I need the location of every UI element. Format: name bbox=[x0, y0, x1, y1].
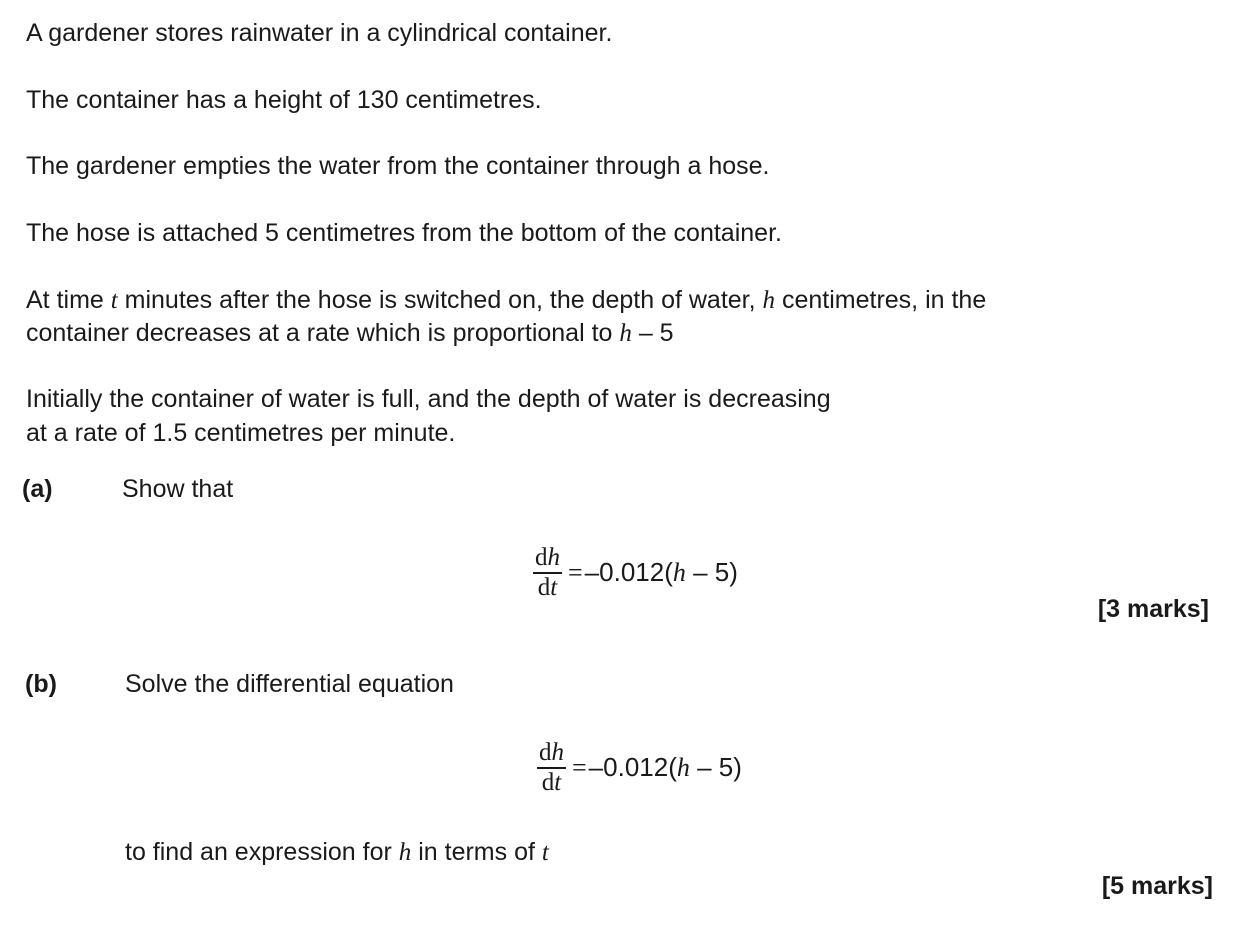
intro-paragraph-3: The gardener empties the water from the container through a hose. bbox=[26, 152, 770, 180]
part-a-label: (a) bbox=[22, 475, 53, 503]
variable-t: t bbox=[541, 839, 549, 866]
variable-t: t bbox=[550, 573, 558, 601]
equals-sign: = bbox=[572, 752, 587, 782]
intro-paragraph-6-line-1: Initially the container of water is full, and the depth of water is decreasing bbox=[26, 385, 831, 413]
derivative-fraction bbox=[537, 739, 566, 797]
differential-d: d bbox=[541, 768, 555, 796]
variable-h: h bbox=[398, 839, 412, 866]
part-b-text: Solve the differential equation bbox=[125, 670, 454, 698]
part-a-marks: [3 marks] bbox=[1097, 595, 1209, 623]
text-fragment: to find an expression for bbox=[125, 838, 399, 866]
equation-rhs bbox=[585, 557, 738, 588]
variable-h: h bbox=[762, 287, 776, 314]
variable-h: h bbox=[551, 739, 564, 766]
text-fragment: – 5) bbox=[685, 557, 738, 588]
text-fragment: At time bbox=[26, 286, 111, 314]
differential-d: d bbox=[539, 739, 552, 766]
fraction-denominator bbox=[540, 769, 563, 797]
intro-paragraph-4: The hose is attached 5 centimetres from the bottom of the container. bbox=[26, 219, 782, 247]
fraction-numerator bbox=[537, 739, 566, 767]
variable-h: h bbox=[676, 753, 690, 783]
variable-t: t bbox=[554, 768, 562, 796]
differential-d: d bbox=[537, 573, 551, 601]
intro-paragraph-2: The container has a height of 130 centimetres. bbox=[26, 86, 542, 114]
text-fragment: centimetres, in the bbox=[775, 286, 987, 314]
differential-d: d bbox=[535, 544, 548, 571]
text-fragment: – 5 bbox=[631, 319, 674, 347]
text-fragment: –0.012( bbox=[584, 557, 673, 588]
variable-t: t bbox=[110, 287, 118, 314]
intro-paragraph-1: A gardener stores rainwater in a cylindrical container. bbox=[26, 19, 613, 47]
equation-rhs bbox=[589, 752, 742, 783]
part-b-marks: [5 marks] bbox=[1101, 872, 1213, 900]
part-b-label: (b) bbox=[25, 670, 57, 698]
equals-sign: = bbox=[568, 557, 583, 587]
intro-paragraph-5-line-2 bbox=[26, 316, 674, 351]
part-a-text: Show that bbox=[122, 475, 234, 503]
variable-h: h bbox=[619, 320, 632, 347]
variable-h: h bbox=[547, 544, 560, 571]
text-fragment: container decreases at a rate which is proportional to bbox=[26, 319, 620, 347]
text-fragment: minutes after the hose is switched on, the depth of water, bbox=[117, 286, 763, 314]
fraction-numerator bbox=[533, 544, 562, 572]
intro-paragraph-6-line-2: at a rate of 1.5 centimetres per minute. bbox=[26, 419, 456, 447]
part-b-follow-text bbox=[125, 838, 549, 867]
text-fragment: –0.012( bbox=[588, 752, 677, 783]
text-fragment: in terms of bbox=[411, 838, 542, 866]
part-a-equation bbox=[533, 544, 738, 602]
part-b-equation bbox=[537, 739, 742, 797]
variable-h: h bbox=[672, 558, 686, 588]
fraction-denominator bbox=[536, 574, 559, 602]
intro-paragraph-5-line-1 bbox=[26, 283, 986, 318]
text-fragment: – 5) bbox=[689, 752, 742, 783]
derivative-fraction bbox=[533, 544, 562, 602]
